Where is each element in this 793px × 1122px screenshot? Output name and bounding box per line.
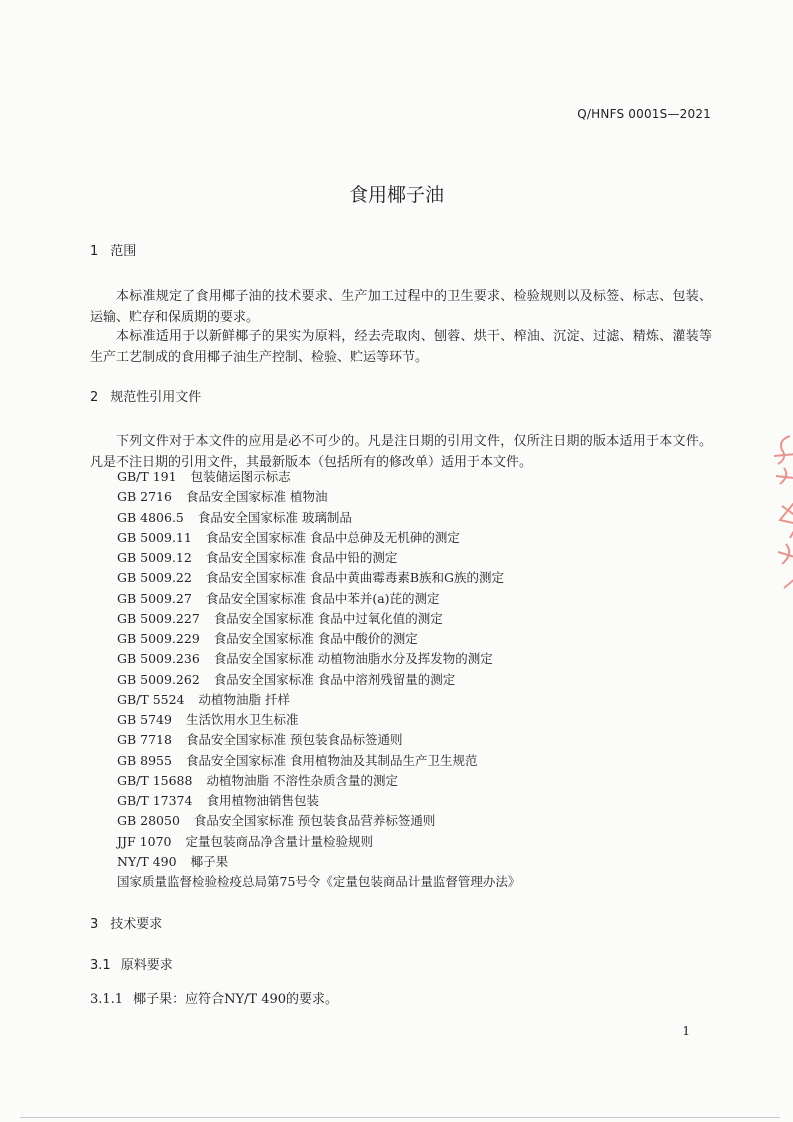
clause-coconut-fruit: [90, 988, 338, 1007]
document-title: 食用椰子油: [348, 184, 444, 206]
reference-code: JJF 1070: [117, 833, 172, 849]
reference-code: GB 2716: [117, 489, 172, 505]
reference-title: 食品安全国家标准 食品中酸价的测定: [213, 631, 418, 646]
scope-paragraph-1: 本标准规定了食用椰子油的技术要求、生产加工过程中的卫生要求、检验规则以及标签、标志、包装、运输、贮存和保质期的要求。: [90, 289, 712, 325]
reference-title: 国家质量监督检验检疫总局第75号令《定量包装商品计量监督管理办法》: [117, 874, 521, 889]
reference-title: 椰子果: [190, 853, 229, 869]
reference-code: GB/T 5524: [117, 691, 185, 707]
clause-number: 3.1.1: [90, 992, 124, 1007]
reference-title: 食品安全国家标准 食品中苯并(a)芘的测定: [205, 590, 440, 606]
section-number: 2: [90, 390, 99, 405]
reference-code: GB/T 191: [117, 469, 177, 484]
reference-item: [117, 852, 520, 872]
reference-title: 食品安全国家标准 食品中溶剂残留量的测定: [213, 671, 456, 687]
reference-item: [117, 508, 520, 528]
section-heading-scope: [90, 240, 136, 259]
reference-title: 食品安全国家标准 植物油: [185, 489, 328, 505]
reference-item: [117, 670, 520, 690]
reference-item: [117, 487, 520, 507]
references-intro-paragraph: 下列文件对于本文件的应用是必不可少的。凡是注日期的引用文件，仅所注日期的版本适用于本文件。凡是不注日期的引用文件，其最新版本（包括所有的修改单）适用于本文件。: [90, 434, 712, 470]
reference-item: [117, 832, 520, 852]
reference-code: GB 8955: [117, 752, 172, 768]
reference-item: [117, 751, 520, 771]
subsection-heading-raw-materials: [90, 954, 173, 973]
reference-item: [117, 649, 520, 669]
reference-item: [117, 568, 520, 588]
reference-title: 动植物油脂 扦样: [198, 691, 290, 707]
scan-edge-line: [20, 1117, 780, 1118]
reference-title: 食品安全国家标准 食品中黄曲霉毒素B族和G族的测定: [205, 570, 504, 586]
reference-code: GB 5009.236: [117, 651, 200, 667]
seal-stamp-fragment: [760, 428, 793, 598]
reference-title: 动植物油脂 不溶性杂质含量的测定: [206, 772, 398, 788]
clause-text: 椰子果：应符合NY/T 490的要求。: [133, 992, 339, 1007]
reference-code: GB 5009.227: [117, 610, 200, 626]
reference-title: 食品安全国家标准 玻璃制品: [197, 509, 352, 525]
reference-item: [117, 791, 520, 811]
reference-code: GB 4806.5: [117, 509, 184, 525]
reference-title: 定量包装商品净含量计量检验规则: [185, 833, 373, 849]
reference-title: 食品安全国家标准 食品中铅的测定: [205, 550, 398, 565]
reference-title: 包装储运图示标志: [190, 469, 291, 484]
reference-title: 生活饮用水卫生标准: [185, 712, 299, 727]
section-heading-technical-requirements: [90, 913, 162, 932]
reference-code: GB/T 17374: [117, 793, 193, 808]
section-title: 技术要求: [110, 917, 163, 932]
reference-code: GB 28050: [117, 813, 180, 829]
reference-item: [117, 609, 520, 629]
reference-code: GB 5009.22: [117, 570, 192, 586]
reference-title: 食品安全国家标准 预包装食品标签通则: [185, 732, 403, 748]
reference-title: 食品安全国家标准 食品中过氧化值的测定: [213, 610, 443, 626]
subsection-title: 原料要求: [120, 958, 173, 973]
reference-code: GB 5009.262: [117, 671, 200, 687]
reference-list: [117, 467, 520, 892]
scope-paragraph-2: 本标准适用于以新鲜椰子的果实为原料，经去壳取肉、刨蓉、烘干、榨油、沉淀、过滤、精炼、灌装等生产工艺制成的食用椰子油生产控制、检验、贮运等环节。: [90, 329, 712, 365]
reference-code: GB 5009.229: [117, 631, 200, 646]
reference-title: 食品安全国家标准 食品中总砷及无机砷的测定: [205, 529, 460, 545]
reference-title: 食品安全国家标准 动植物油脂水分及挥发物的测定: [213, 651, 493, 667]
reference-item: [117, 872, 520, 892]
reference-item: [117, 467, 520, 487]
section-number: 1: [90, 244, 99, 259]
reference-item: [117, 710, 520, 730]
reference-code: NY/T 490: [117, 853, 177, 869]
reference-title: 食用植物油销售包装: [206, 793, 319, 808]
reference-code: GB 5009.12: [117, 550, 192, 565]
reference-item: [117, 528, 520, 548]
reference-item: [117, 629, 520, 649]
reference-item: [117, 548, 520, 568]
reference-code: GB 5749: [117, 712, 172, 727]
section-title: 范围: [110, 244, 137, 259]
reference-code: GB 5009.27: [117, 590, 192, 606]
reference-item: [117, 771, 520, 791]
document-code: Q/HNFS 0001S—2021: [577, 107, 711, 121]
section-title: 规范性引用文件: [110, 390, 202, 405]
reference-item: [117, 690, 520, 710]
reference-item: [117, 730, 520, 750]
page-number: 1: [682, 1024, 690, 1038]
reference-code: GB 5009.11: [117, 529, 192, 545]
reference-item: [117, 811, 520, 831]
section-number: 3: [90, 917, 99, 932]
reference-title: 食品安全国家标准 预包装食品营养标签通则: [193, 813, 436, 829]
reference-title: 食品安全国家标准 食用植物油及其制品生产卫生规范: [185, 752, 478, 768]
section-heading-normative-references: [90, 386, 201, 405]
subsection-number: 3.1: [90, 958, 111, 973]
reference-code: GB 7718: [117, 732, 172, 748]
reference-code: GB/T 15688: [117, 772, 193, 788]
reference-item: [117, 589, 520, 609]
